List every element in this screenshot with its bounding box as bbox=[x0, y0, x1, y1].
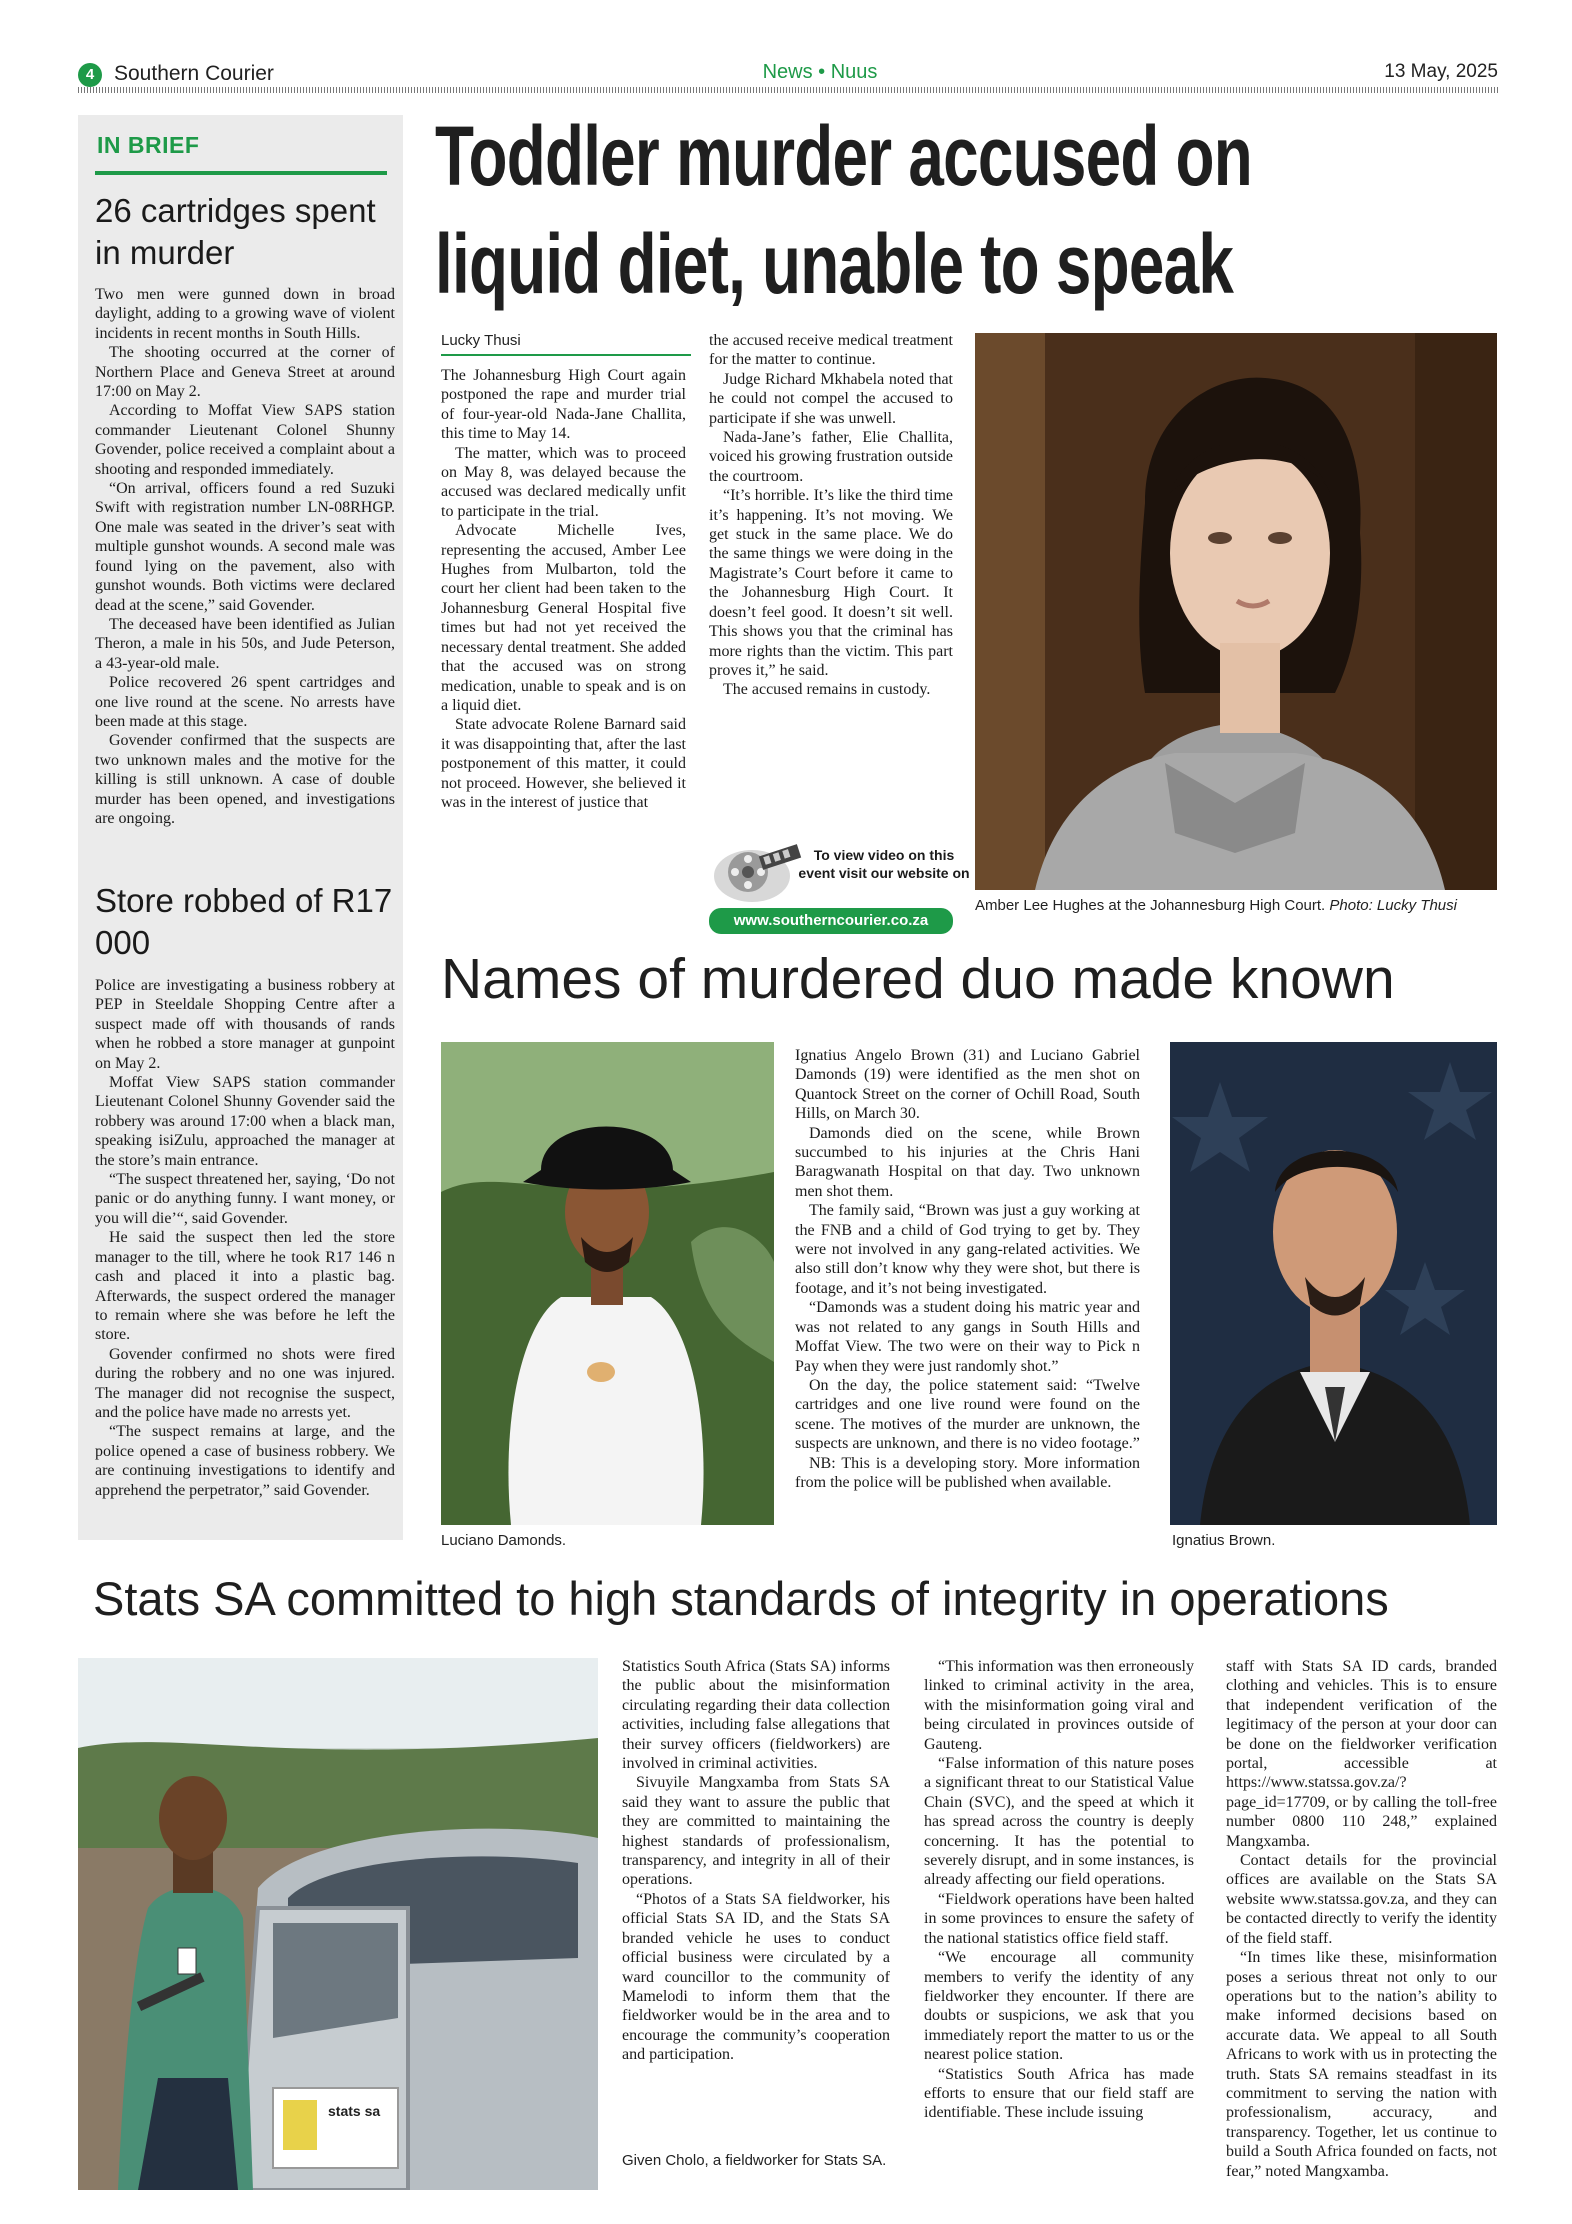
paragraph: “It’s horrible. It’s like the third time it’s happening. It’s not moving. We get stuck in the same place. We do the same things we were doing in the Magistrate’s Court before it came to the Johannesburg High Court. It doesn’t feel good. It doesn’t sit well. This shows you that the criminal has more rights than the victim. This part proves it,” he said. bbox=[709, 487, 953, 679]
photo-luciano-damonds bbox=[441, 1042, 774, 1525]
byline-rule bbox=[441, 354, 691, 356]
photo-credit: Photo: Lucky Thusi bbox=[1329, 897, 1457, 914]
paragraph: Govender confirmed that the suspects are two unknown males and the motive for the killing is still unknown. A case of double murder has been opened, and investigations are ongoing. bbox=[95, 732, 395, 827]
paragraph: Moffat View SAPS station commander Lieutenant Colonel Shunny Govender said the robbery was around 17:00 when a black man, speaking isiZulu, approached the manager at the store’s main entrance. bbox=[95, 1074, 395, 1169]
video-promo-graphic bbox=[712, 842, 802, 906]
paragraph: Damonds died on the scene, while Brown succumbed to his injuries at the Chris Hani Baragwanath Hospital on that day. Two unknown men shot them. bbox=[795, 1124, 1140, 1200]
stats-column-3 bbox=[1226, 1657, 1497, 2181]
paragraph: Contact details for the provincial offices are available on the Stats SA website www.statssa.gov.za, and they can be contacted directly to verify the identity of the field staff. bbox=[1226, 1852, 1497, 1947]
paragraph: On the day, the police statement said: “Twelve cartridges and one live round were found on the scene. The motives of the murder are unknown, the suspects are unknown, and there is no video footage.” bbox=[795, 1376, 1140, 1453]
main-headline-line2: liquid diet, unable to speak bbox=[435, 217, 1234, 311]
paragraph: “Statistics South Africa has made efforts to ensure that our field staff are identifiable. These include issuing bbox=[924, 2065, 1194, 2122]
paragraph: “False information of this nature poses a significant threat to our Statistical Value Chain (SVC), and the speed at which it has spread across the country is deeply concerning. It has the potential to severely disrupt, and in some instances, is already affecting our field operations. bbox=[924, 1755, 1194, 1889]
car-sign-text: stats sa bbox=[328, 2103, 381, 2119]
brief-body-cartridges bbox=[95, 285, 395, 828]
issue-date: 13 May, 2025 bbox=[1384, 61, 1498, 82]
paragraph: The family said, “Brown was just a guy working at the FNB and a child of God trying to get by. They were not involved in any gang-related activities. We also still don’t know why they were shot, but there is footage, and it’s not being investigated. bbox=[795, 1202, 1140, 1297]
caption-text: Amber Lee Hughes at the Johannesburg High Court. bbox=[975, 897, 1326, 914]
paragraph: Two men were gunned down in broad daylight, adding to a growing wave of violent incidents in recent months in South Hills. bbox=[95, 286, 395, 342]
paragraph: Judge Richard Mkhabela noted that he could not compel the accused to participate if she was unwell. bbox=[709, 370, 953, 427]
section-label: News • Nuus bbox=[762, 61, 878, 83]
paragraph: The Johannesburg High Court again postponed the rape and murder trial of four-year-old Nada-Jane Challita, this time to May 14. bbox=[441, 367, 686, 443]
paragraph: The deceased have been identified as Julian Theron, a male in his 50s, and Jude Peterson, a 43-year-old male. bbox=[95, 615, 395, 672]
header-rule bbox=[78, 87, 1498, 93]
paragraph: “The suspect threatened her, saying, ‘Do not panic or do anything funny. I want money, or you will die’“, said Govender. bbox=[95, 1171, 395, 1227]
paragraph: Ignatius Angelo Brown (31) and Luciano Gabriel Damonds (19) were identified as the men shot on Quantock Street on the corner of Ochill Road, South Hills, on March 30. bbox=[795, 1047, 1140, 1123]
photo-amber-lee-hughes bbox=[975, 333, 1497, 890]
paragraph: staff with Stats SA ID cards, branded clothing and vehicles. This is to ensure that independent verification of the legitimacy of the person at your door can be done on the fieldworker verification portal, accessible at https://www.statssa.gov.za/?page_id=17709, or by calling the toll-free number 0800 110 248,” explained Mangxamba. bbox=[1226, 1658, 1497, 1850]
portrait-man-hat-illustration bbox=[441, 1042, 774, 1525]
stats-headline: Stats SA committed to high standards of integrity in operations bbox=[93, 1572, 1389, 1625]
stats-column-1 bbox=[622, 1657, 890, 2065]
main-headline-line1: Toddler murder accused on bbox=[435, 109, 1252, 203]
in-brief-label: IN BRIEF bbox=[97, 132, 200, 158]
photo-given-cholo bbox=[78, 1658, 598, 2190]
video-promo-text: To view video on this event visit our website on bbox=[798, 847, 970, 881]
paragraph: State advocate Rolene Barnard said it was disappointing that, after the last postponement of this matter, it could not proceed. However, she believed it was in the interest of justice that bbox=[441, 716, 686, 811]
main-story-column-2 bbox=[709, 331, 953, 700]
paragraph: He said the suspect then led the store manager to the till, where he took R17 146 n cash and placed it into a plastic bag. Afterwards, the suspect ordered the manager to remain where she was before he left the store. bbox=[95, 1229, 395, 1344]
paragraph: the accused receive medical treatment for the matter to continue. bbox=[709, 332, 953, 369]
paragraph: Sivuyile Mangxamba from Stats SA said they want to assure the public that they are committed to maintaining the highest standards of professionalism, transparency, and integrity in all of their operations. bbox=[622, 1774, 890, 1889]
brief-headline-store-robbed: Store robbed of R17 000 bbox=[95, 882, 393, 961]
paragraph: “Damonds was a student doing his matric year and was not related to any gangs in South Hills and Moffat View. The two were on their way to Pick n Pay when they were just randomly shot.” bbox=[795, 1299, 1140, 1375]
main-headline bbox=[435, 102, 1256, 318]
main-story-column-1 bbox=[441, 366, 686, 812]
paragraph: “Photos of a Stats SA fieldworker, his official Stats SA ID, and the Stats SA branded vehicle he uses to conduct official business were circulated by a ward councillor to the community of Mamelodi to inform them that the fieldworker would be in the area and to encourage the community’s cooperation and participation. bbox=[622, 1890, 890, 2064]
paragraph: The matter, which was to proceed on May 8, was delayed because the accused was declared medically unfit to participate in the trial. bbox=[441, 444, 686, 520]
photo-caption-amber bbox=[975, 896, 1497, 915]
photo-caption-ignatius: Ignatius Brown. bbox=[1172, 1532, 1276, 1549]
brief-body-store-robbed bbox=[95, 976, 395, 1500]
fieldworker-car-illustration bbox=[78, 1658, 598, 2190]
publication-name: Southern Courier bbox=[114, 62, 274, 85]
paragraph: “Fieldwork operations have been halted in some provinces to ensure the safety of the national statistics office field staff. bbox=[924, 1890, 1194, 1947]
brief-headline-cartridges: 26 cartridges spent in murder bbox=[95, 192, 376, 271]
paragraph: According to Moffat View SAPS station commander Lieutenant Colonel Shunny Govender, police received a complaint about a shooting and responded immediately. bbox=[95, 402, 395, 478]
byline: Lucky Thusi bbox=[441, 332, 521, 349]
paragraph: Police are investigating a business robbery at PEP in Steeldale Shopping Centre after a suspect made off with thousands of rands when he robbed a store manager at gunpoint on May 2. bbox=[95, 977, 395, 1072]
paragraph: NB: This is a developing story. More information from the police will be published when available. bbox=[795, 1454, 1140, 1491]
duo-headline: Names of murdered duo made known bbox=[441, 947, 1395, 1011]
in-brief-rule bbox=[95, 171, 387, 175]
stats-column-2 bbox=[924, 1657, 1194, 2123]
paragraph: Statistics South Africa (Stats SA) informs the public about the misinformation circulating regarding their data collection activities, including false allegations that their survey officers (fieldworkers) are involved in criminal activities. bbox=[622, 1658, 890, 1773]
portrait-woman-illustration bbox=[975, 333, 1497, 890]
page-number-badge: 4 bbox=[78, 63, 102, 87]
paragraph: “In times like these, misinformation poses a serious threat not only to our operations but to the nation’s ability to make informed decisions based on accurate data. We appeal to all South Africans to work with us in protecting the truth. Stats SA remains steadfast in its commitment to serving the nation with professionalism, accuracy, and transparency. Together, let us continue to build a South Africa founded on facts, not fear,” noted Mangxamba. bbox=[1226, 1949, 1497, 2180]
paragraph: “The suspect remains at large, and the police opened a case of business robbery. We are continuing investigations to identify and apprehend the perpetrator,” said Govender. bbox=[95, 1423, 395, 1499]
paragraph: The accused remains in custody. bbox=[723, 681, 931, 699]
website-link[interactable]: www.southerncourier.co.za bbox=[709, 908, 953, 934]
photo-caption-given-cholo: Given Cholo, a fieldworker for Stats SA. bbox=[622, 2152, 887, 2169]
portrait-man-suit-illustration bbox=[1170, 1042, 1497, 1525]
paragraph: The shooting occurred at the corner of Northern Place and Geneva Street at around 17:00 on May 2. bbox=[95, 344, 395, 401]
photo-ignatius-brown bbox=[1170, 1042, 1497, 1525]
film-reel-icon bbox=[712, 842, 802, 906]
paragraph: Police recovered 26 spent cartridges and one live round at the scene. No arrests have been made at this stage. bbox=[95, 674, 395, 730]
duo-story-body bbox=[795, 1046, 1140, 1492]
paragraph: Nada-Jane’s father, Elie Challita, voiced his growing frustration outside the courtroom. bbox=[709, 429, 953, 485]
paragraph: “We encourage all community members to verify the identity of any fieldworker they encounter. If there are doubts or suspicions, we ask that you immediately report the matter to us or the nearest police station. bbox=[924, 1949, 1194, 2064]
paragraph: Advocate Michelle Ives, representing the accused, Amber Lee Hughes from Mulbarton, told the court her client had been taken to the Johannesburg General Hospital five times but had not yet received the necessary dental treatment. She added that the accused was on strong medication, unable to speak and is on a liquid diet. bbox=[441, 522, 686, 714]
photo-caption-luciano: Luciano Damonds. bbox=[441, 1532, 567, 1549]
paragraph: Govender confirmed no shots were fired during the robbery and no one was injured. The manager did not recognise the suspect, and the police have made no arrests yet. bbox=[95, 1345, 395, 1421]
paragraph: “On arrival, officers found a red Suzuki Swift with registration number LN-08RHGP. One male was seated in the driver’s seat with multiple gunshot wounds. A second male was found lying on the pavement, also with gunshot wounds. Both victims were declared dead at the scene,” said Govender. bbox=[95, 480, 395, 614]
paragraph: “This information was then erroneously linked to criminal activity in the area, with the misinformation going viral and being circulated in provinces outside of Gauteng. bbox=[924, 1658, 1194, 1753]
